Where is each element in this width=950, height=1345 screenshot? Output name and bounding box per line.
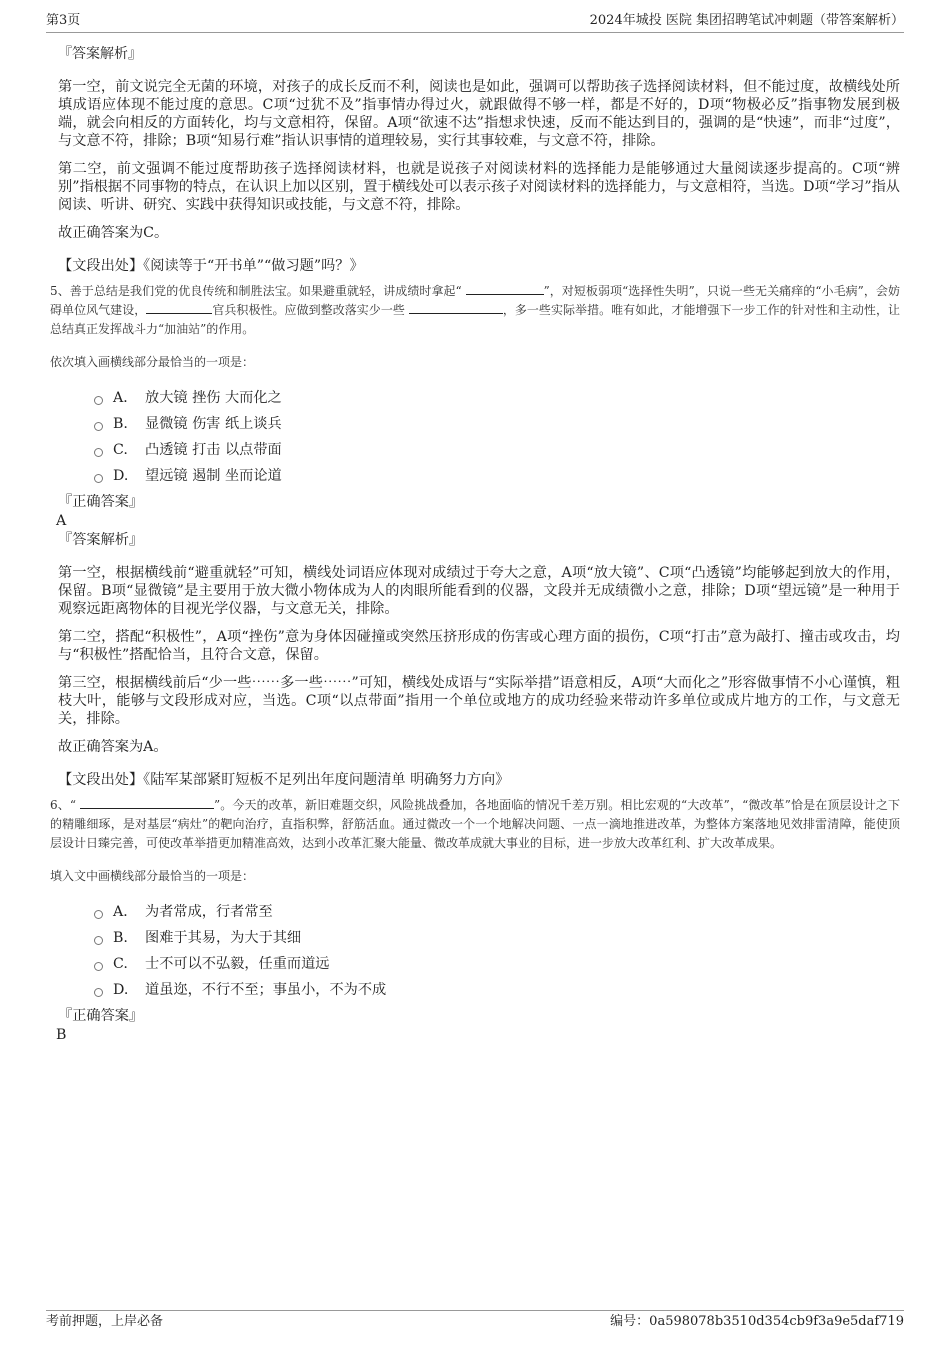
radio-button-icon[interactable] [94,448,103,457]
page-number: 第3页 [46,13,81,28]
question-prompt: 填入文中画横线部分最恰当的一项是： [50,869,255,883]
fill-blank [409,301,503,314]
question-6-text: 6、“ ”。今天的改革，新旧难题交织，风险挑战叠加，各地面临的情况千差万别。相比宏观的“大改革”，“微改革”恰是在顶层设计之下的精雕细琢，是对基层“病灶”的靶向治疗，直指积弊，舒筋活血。通过微改一个一个地解决问题、一点一滴地推进改革，为整体方案落地见效排雷清障，能使顶层设计日臻完善，可使改革举措更加精准高效，达到小改革汇聚大能量、微改革成就大事业的目标，进一步放大改革红利、扩大改革成果。 [50,798,900,850]
footer-note: 考前押题，上岸必备 [46,1314,164,1329]
radio-button-icon[interactable] [94,396,103,405]
radio-button-icon[interactable] [94,474,103,483]
analysis-paragraph: 第一空，前文说完全无菌的环境，对孩子的成长反而不利，阅读也是如此，强调可以帮助孩子选择阅读材料，但不能过度，故横线处所填成语应体现不能过度的意思。C项“过犹不及”指事情办得过火，就跟做得不够一样，都是不好的，D项“物极必反”指事物发展到极端，就会向相反的方面转化，均与文意相符，保留。A项“欲速不达”指想求快速，反而不能达到目的，强调的是“快速”，而非“过度”，与文意不符，排除；B项“知易行难”指认识事情的道理较易，实行其事较难，与文意不符，排除。 [58,79,900,149]
correct-answer-label: 『正确答案』 [58,1008,144,1024]
option-a[interactable]: A． 放大镜 挫伤 大而化之 [94,385,900,411]
analysis-paragraph: 第二空，搭配“积极性”，A项“挫伤”意为身体因碰撞或突然压挤形成的伤害或心理方面的损伤，C项“打击”意为敲打、撞击或攻击，均与“积极性”搭配恰当，且符合文意，保留。 [58,629,900,663]
option-b[interactable]: B. 图难于其易，为大于其细 [94,925,900,951]
analysis-paragraph: 第三空，根据横线前后“少一些⋯⋯多一些⋯⋯”可知，横线处成语与“实际举措”语意相反，A项“大而化之”形容做事情不小心谨慎，粗枝大叶，能够与文段形成对应，当选。C项“以点带面”指用一个单位或地方的成功经验来带动许多单位或成片地方的工作，与文意无关，排除。 [58,675,900,727]
correct-answer-value: B [56,1027,67,1043]
fill-blank [146,301,212,314]
options-list [94,899,900,1003]
source-citation: 【文段出处】《陆军某部紧盯短板不足列出年度问题清单 明确努力方向》 [58,772,510,788]
radio-button-icon[interactable] [94,962,103,971]
page-header [46,12,904,33]
answer-conclusion: 故正确答案为A。 [58,739,168,755]
analysis-label: 『答案解析』 [58,532,144,548]
option-a[interactable]: A． 为者常成，行者常至 [94,899,900,925]
document-title: 2024年城投 医院 集团招聘笔试冲刺题（带答案解析） [589,13,904,28]
correct-answer-value: A [56,513,67,529]
source-citation: 【文段出处】《阅读等于“开书单”“做习题”吗？》 [58,258,364,274]
answer-conclusion: 故正确答案为C。 [58,225,169,241]
option-d[interactable]: D. 道虽迩，不行不至；事虽小，不为不成 [94,977,900,1003]
page-content [50,44,900,1045]
page-footer [46,1310,904,1335]
fill-blank [466,282,544,295]
question-5-text: 5、善于总结是我们党的优良传统和制胜法宝。如果避重就轻，讲成绩时拿起“ ”，对短板弱项“选择性失明”，只说一些无关痛痒的“小毛病”，会妨碍单位风气建设， 官兵积极性。应做到整改落实少一些 ，多一些实际举措。唯有如此，才能增强下一步工作的针对性和主动性，让总结真正发挥战斗力“加油站”的作用。 [50,284,900,336]
option-c[interactable]: C. 士不可以不弘毅，任重而道远 [94,951,900,977]
fill-blank [80,796,214,809]
correct-answer-label: 『正确答案』 [58,494,144,510]
question-prompt: 依次填入画横线部分最恰当的一项是： [50,355,255,369]
analysis-paragraph: 第一空，根据横线前“避重就轻”可知，横线处词语应体现对成绩过于夸大之意，A项“放大镜”、C项“凸透镜”均能够起到放大的作用，保留。B项“显微镜”是主要用于放大微小物体成为人的肉眼所能看到的仪器，文段并无成绩微小之意，排除；D项“望远镜”是一种用于观察远距离物体的目视光学仪器，与文意无关，排除。 [58,565,900,617]
analysis-label: 『答案解析』 [58,46,142,62]
radio-button-icon[interactable] [94,988,103,997]
option-b[interactable]: B. 显微镜 伤害 纸上谈兵 [94,411,900,437]
radio-button-icon[interactable] [94,422,103,431]
option-d[interactable]: D. 望远镜 遏制 坐而论道 [94,463,900,489]
analysis-paragraph: 第二空，前文强调不能过度帮助孩子选择阅读材料，也就是说孩子对阅读材料的选择能力是能够通过大量阅读逐步提高的。C项“辨别”指根据不同事物的特点，在认识上加以区别，置于横线处可以表示孩子对阅读材料的选择能力，与文意相符，当选。D项“学习”指从阅读、听讲、研究、实践中获得知识或技能，与文意不符，排除。 [58,161,900,213]
radio-button-icon[interactable] [94,910,103,919]
option-c[interactable]: C. 凸透镜 打击 以点带面 [94,437,900,463]
radio-button-icon[interactable] [94,936,103,945]
options-list [94,385,900,489]
document-code: 编号：0a598078b3510d354cb9f3a9e5daf719 [610,1314,904,1329]
